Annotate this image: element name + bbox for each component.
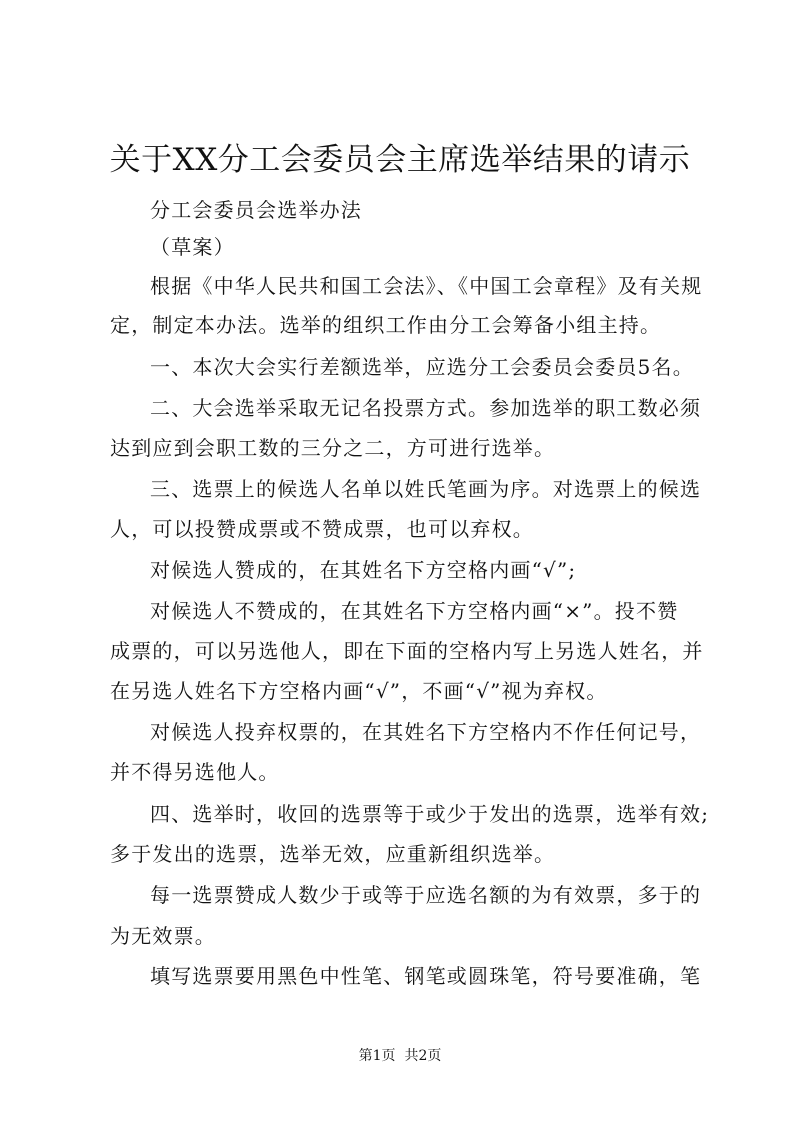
body-line: 多于发出的选票，选举无效，应重新组织选举。 [110,842,556,866]
body-line: 根据《中华人民共和国工会法》、《中国工会章程》及有关规 [150,274,703,298]
body-line: 二、大会选举采取无记名投票方式。参加选举的职工数必须 [150,396,702,420]
body-line: 对候选人投弃权票的，在其姓名下方空格内不作任何记号， [150,720,702,744]
document-title: 关于XX分工会委员会主席选举结果的请示 [109,142,691,178]
body-line: （草案） [150,235,235,259]
body-line: 一、本次大会实行差额选举，应选分工会委员会委员5名。 [150,355,694,379]
page-indicator: 第1页 共2页 [358,1048,442,1064]
body-line: 填写选票要用黑色中性笔、钢笔或圆珠笔，符号要准确，笔 [150,964,702,988]
body-line: 并不得另选他人。 [110,760,280,784]
body-line: 对候选人赞成的，在其姓名下方空格内画“√”; [150,558,577,582]
body-line: 成票的，可以另选他人，即在下面的空格内写上另选人姓名，并 [110,639,704,663]
body-line: 每一选票赞成人数少于或等于应选名额的为有效票，多于的 [150,883,702,907]
body-line: 四、选举时，收回的选票等于或少于发出的选票，选举有效; [150,802,710,826]
body-line: 人，可以投赞成票或不赞成票，也可以弃权。 [110,517,534,541]
body-line: 定，制定本办法。选举的组织工作由分工会筹备小组主持。 [110,313,662,337]
body-line: 达到应到会职工数的三分之二，方可进行选举。 [110,436,556,460]
body-line: 分工会委员会选举办法 [150,198,362,222]
body-line: 在另选人姓名下方空格内画“√”，不画“√”视为弃权。 [110,679,608,703]
body-line: 为无效票。 [110,924,216,948]
body-line: 三、选票上的候选人名单以姓氏笔画为序。对选票上的候选 [150,477,702,501]
body-line: 对候选人不赞成的，在其姓名下方空格内画“×”。投不赞 [150,599,679,623]
